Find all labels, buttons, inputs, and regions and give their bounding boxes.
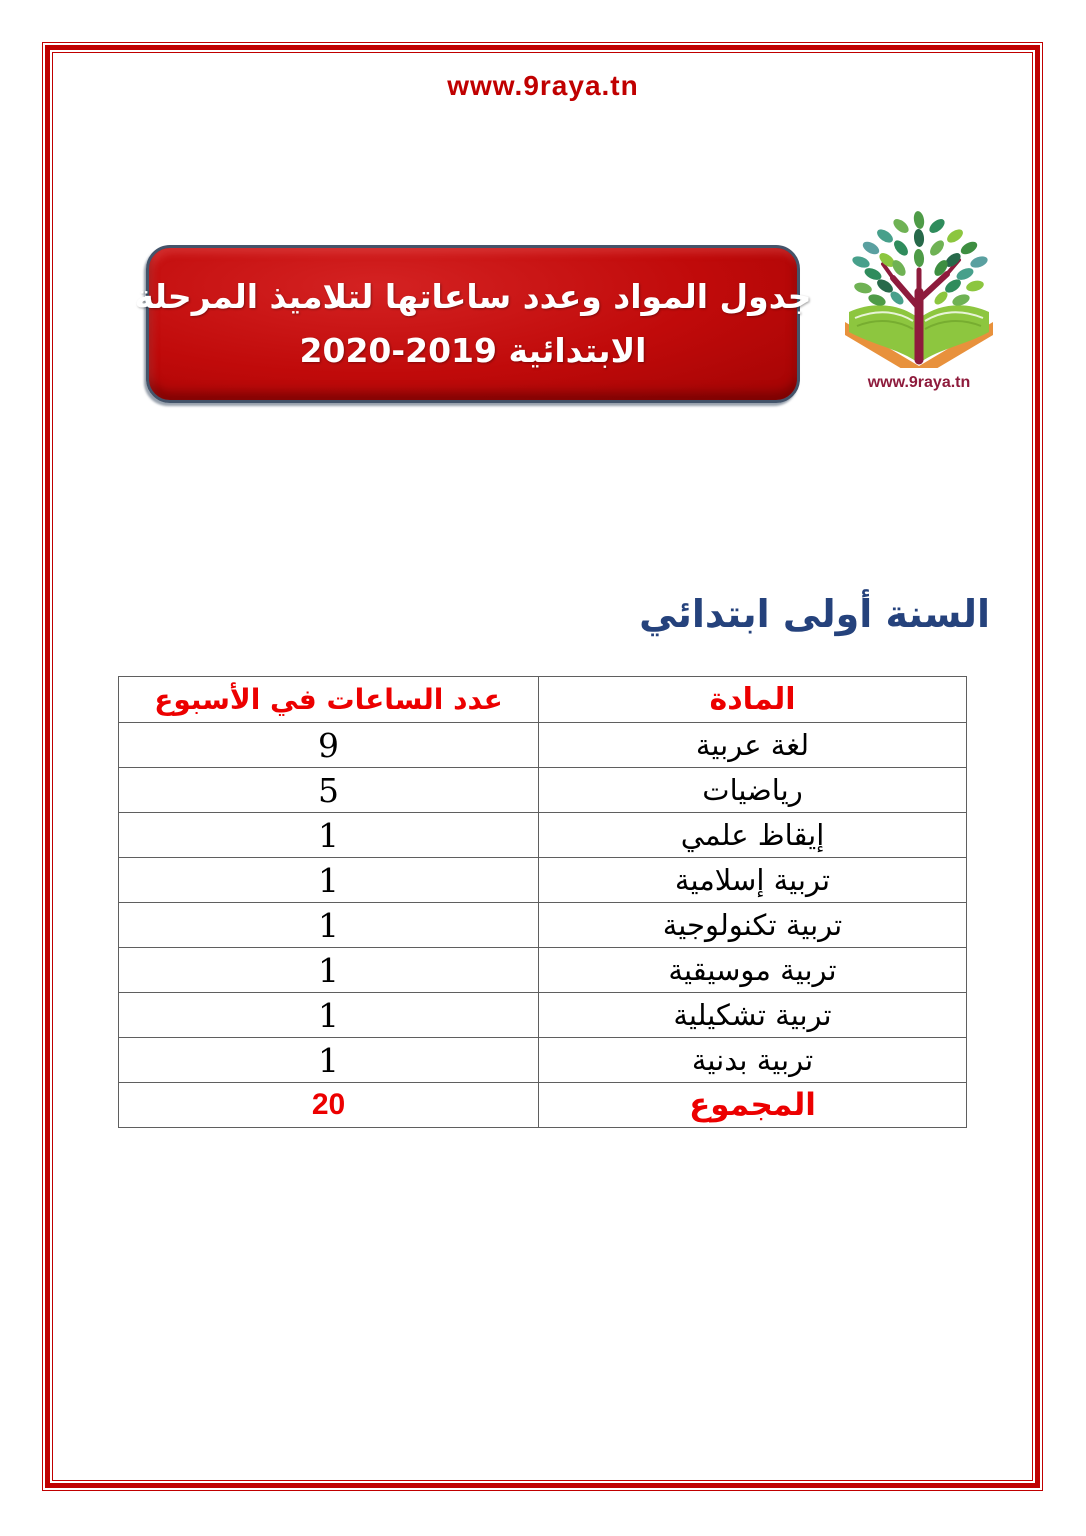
hours-cell: 1 — [119, 903, 539, 948]
subject-cell: لغة عربية — [539, 723, 967, 768]
hours-cell: 1 — [119, 858, 539, 903]
table-row — [119, 903, 967, 948]
subject-cell: تربية تكنولوجية — [539, 903, 967, 948]
table-row — [119, 813, 967, 858]
hours-cell: 1 — [119, 813, 539, 858]
table-row — [119, 858, 967, 903]
subject-column-header: المادة — [539, 677, 967, 723]
hours-cell: 1 — [119, 993, 539, 1038]
banner-title-line2: الابتدائية 2019-2020 — [299, 331, 647, 370]
table-row — [119, 993, 967, 1038]
subjects-hours-table — [118, 676, 967, 1128]
table-row — [119, 1038, 967, 1083]
hours-cell: 9 — [119, 723, 539, 768]
table-row — [119, 948, 967, 993]
table-header-row — [119, 677, 967, 723]
section-heading: السنة أولى ابتدائي — [639, 592, 990, 636]
tree-book-logo-icon — [833, 353, 1005, 372]
subject-cell: رياضيات — [539, 768, 967, 813]
table-row — [119, 768, 967, 813]
subject-cell: تربية موسيقية — [539, 948, 967, 993]
site-url-header: www.9raya.tn — [447, 70, 639, 101]
total-row — [119, 1083, 967, 1128]
banner-title-line1: جدول المواد وعدد ساعاتها لتلاميذ المرحلة — [134, 277, 812, 317]
hours-cell: 1 — [119, 1038, 539, 1083]
total-hours-cell: 20 — [119, 1083, 539, 1128]
table-row — [119, 723, 967, 768]
hours-cell: 5 — [119, 768, 539, 813]
title-banner — [134, 245, 812, 403]
logo-caption: www.9raya.tn — [867, 374, 971, 391]
subject-cell: تربية بدنية — [539, 1038, 967, 1083]
subject-cell: إيقاظ علمي — [539, 813, 967, 858]
total-label-cell: المجموع — [539, 1083, 967, 1128]
hours-cell: 1 — [119, 948, 539, 993]
site-logo — [833, 208, 1005, 392]
hours-column-header: عدد الساعات في الأسبوع — [119, 677, 539, 723]
subject-cell: تربية إسلامية — [539, 858, 967, 903]
subject-cell: تربية تشكيلية — [539, 993, 967, 1038]
